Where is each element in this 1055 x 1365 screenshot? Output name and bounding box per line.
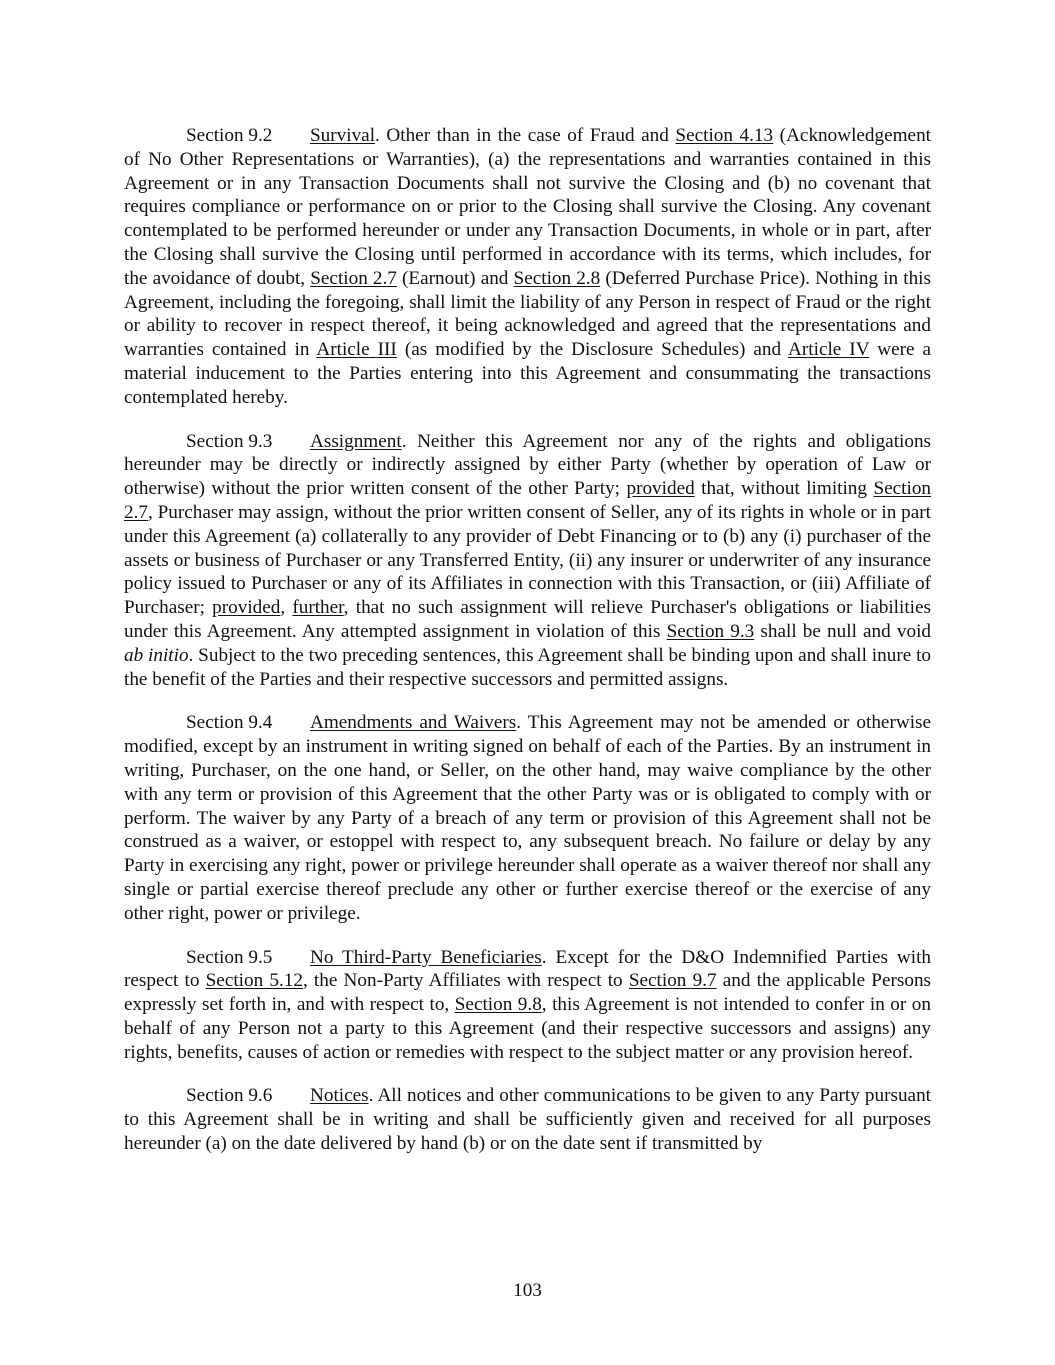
section-text: . Subject to the two preceding sentences, this Agreement shall be binding upon and shall inure to the benefit of the Parties and their respective successors and permitted assigns.: [124, 644, 931, 690]
section-paragraph: Section 9.4 Amendments and Waivers. This Agreement may not be amended or otherwise modified, except by an instrument in writing signed on behalf of each of the Parties. By an instrument in writing, Purchaser, on the one hand, or Seller, on the other hand, may waive compliance by the other with any term or provision of this Agreement that the other Party was or is obligated to comply with or perform. The waiver by any Party of a breach of any term or provision of this Agreement shall not be construed as a waiver, or estoppel with respect to, any subsequent breach. No failure or delay by any Party in exercising any right, power or privilege hereunder shall operate as a waiver thereof nor shall any single or partial exercise thereof preclude any other or further exercise thereof or the exercise of any other right, power or privilege.: [124, 712, 932, 924]
section-paragraph: Section 9.5 No Third-Party Beneficiaries. Except for the D&O Indemnified Parties with respect to Section 5.12, the Non-Party Affiliates with respect to Section 9.7 and the applicable Persons expressly set forth in, and with respect to, Section 9.8, this Agreement is not intended to confer in or on behalf of any Person not a party to this Agreement (and their respective successors and assigns) any rights, benefits, causes of action or remedies with respect to the subject matter or any provision hereof.: [124, 946, 931, 1063]
cross-reference: Section 2.7: [124, 478, 932, 523]
section-paragraph: Section 9.2 Survival. Other than in the case of Fraud and Section 4.13 (Acknowledgement of No Other Representations or Warranties), (a) the representations and warranties contained in this Agreement or in any Transaction Documents shall not survive the Closing and (b) no covenant that requires compliance or performance on or prior to the Closing shall survive the Closing. Any covenant contemplated to be performed hereunder or under any Transaction Documents, in whole or in part, after the Closing shall survive the Closing until performed in accordance with its terms, which includes, for the avoidance of doubt, Section 2.7 (Earnout) and Section 2.8 (Deferred Purchase Price). Nothing in this Agreement, including the foregoing, shall limit the liability of any Person in respect of Fraud or the right or ability to recover in respect thereof, it being acknowledged and agreed that the representations and warranties contained in Article III (as modified by the Disclosure Schedules) and Article IV were a material inducement to the Parties entering into this Agreement and consummating the transactions contemplated hereby.: [124, 125, 932, 408]
section-title: Survival: [310, 125, 376, 146]
section-text: (Acknowledgement of No Other Representations or Warranties), (a) the representations and warranties contained in this Agreement or in any Transaction Documents shall not survive the Closing and (b) no covenant that requires compliance or performance on or prior to the Closing shall survive the Closing. Any covenant contemplated to be performed hereunder or under any Transaction Documents, in whole or in part, after the Closing shall survive the Closing until performed in accordance with its terms, which includes, for the avoidance of doubt,: [124, 125, 932, 289]
cross-reference: further: [292, 597, 344, 619]
section-text: This Agreement may not be amended or otherwise modified, except by an instrument in writing signed on behalf of each of the Parties. By an instrument in writing, Purchaser, on the one hand, or Seller, on the other hand, may waive compliance by the other with any term or provision of this Agreement that the other Party was or is obligated to comply with or perform. The waiver by any Party of a breach of any term or provision of this Agreement shall not be construed as a waiver, or estoppel with respect to, any subsequent breach. No failure or delay by any Party in exercising any right, power or privilege hereunder shall operate as a waiver thereof nor shall any single or partial exercise thereof preclude any other or further exercise thereof or the exercise of any other right, power or privilege.: [124, 712, 932, 924]
cross-reference: Article IV: [788, 339, 870, 361]
cross-reference: Article III: [316, 339, 397, 361]
section-title: No Third-Party Beneficiaries: [310, 946, 542, 968]
cross-reference: provided: [212, 597, 281, 619]
section-text: shall be null and void: [754, 620, 931, 642]
cross-reference: Section 5.12: [205, 970, 303, 992]
section-text: , that no such assignment will relieve Purchaser's obligations or liabilities under this Agreement. Any attempted assignment in violation of this: [124, 597, 931, 642]
section-paragraph: Section 9.3 Assignment. Neither this Agreement nor any of the rights and obligations hereunder may be directly or indirectly assigned by either Party (whether by operation of Law or otherwise) without the prior written consent of the other Party; provided that, without limiting Section 2.7, Purchaser may assign, without the prior written consent of Seller, any of its rights in whole or in part under this Agreement (a) collaterally to any provider of Debt Financing or to (b) any (i) purchaser of the assets or business of Purchaser or any Transferred Entity, (ii) any insurer or underwriter of any insurance policy issued to Purchaser or any of its Affiliates in connection with this Transaction, or (iii) Affiliate of Purchaser; provided, further, that no such assignment will relieve Purchaser's obligations or liabilities under this Agreement. Any attempted assignment in violation of this Section 9.3 shall be null and void ab initio. Subject to the two preceding sentences, this Agreement shall be binding upon and shall inure to the benefit of the Parties and their respective successors and permitted assigns.: [124, 430, 932, 690]
section-text: Except for the D&O Indemnified Parties with respect to: [124, 946, 931, 992]
document-page: [124, 124, 931, 1176]
section-text: All notices and other communications to be given to any Party pursuant to this Agreement shall be in writing and shall be sufficiently given and received for all purposes hereunder (a) on the date delivered by hand (b) or on the date sent if transmitted by: [124, 1085, 931, 1155]
section-text: (Earnout) and: [396, 267, 514, 289]
cross-reference: Section 4.13: [675, 125, 774, 146]
page-number: 103: [513, 1280, 542, 1301]
section-text: Neither this Agreement nor any of the rights and obligations hereunder may be directly or indirectly assigned by either Party (whether by operation of Law or otherwise) without the prior written consent of the other Party;: [124, 430, 932, 500]
section-number: Section 9.3: [186, 430, 273, 452]
cross-reference: Section 2.7: [310, 267, 397, 289]
section-number: Section 9.6: [186, 1085, 273, 1107]
cross-reference: Section 9.7: [628, 970, 717, 992]
cross-reference: Section 9.3: [666, 620, 755, 642]
cross-reference: Section 9.8: [454, 994, 542, 1016]
italic-term: ab initio: [124, 644, 189, 666]
section-text: , Purchaser may assign, without the prior written consent of Seller, any of its rights in whole or in part under this Agreement (a) collaterally to any provider of Debt Financing or to (b) any (i) purchaser of the assets or business of Purchaser or any Transferred Entity, (ii) any insurer or underwriter of any insurance policy issued to Purchaser or any of its Affiliates in connection with this Transaction, or (iii) Affiliate of Purchaser;: [124, 501, 931, 619]
cross-reference: Section 2.8: [513, 267, 601, 289]
section-text: (Deferred Purchase Price). Nothing in this Agreement, including the foregoing, shall limit the liability of any Person in respect of Fraud or the right or ability to recover in respect thereof, it being acknowledged and agreed that the representations and warranties contained in: [124, 267, 931, 361]
section-title: Assignment: [310, 430, 402, 452]
section-text: that, without limiting: [694, 478, 874, 500]
section-text: Other than in the case of Fraud and: [386, 125, 676, 146]
section-text: , the Non-Party Affiliates with respect to: [302, 970, 629, 992]
section-text: ,: [280, 597, 293, 619]
section-number: Section 9.4: [186, 712, 273, 734]
section-number: Section 9.2: [186, 125, 273, 146]
section-text: and the applicable Persons expressly set forth in, and with respect to,: [124, 970, 931, 1016]
section-paragraph: Section 9.6 Notices. All notices and other communications to be given to any Party pursuant to this Agreement shall be in writing and shall be sufficiently given and received for all purposes hereunder (a) on the date delivered by hand (b) or on the date sent if transmitted by: [124, 1085, 931, 1155]
section-text: were a material inducement to the Parties entering into this Agreement and consummating the transactions contemplated hereby.: [124, 339, 932, 408]
section-title: Amendments and Waivers: [310, 712, 517, 734]
section-text: , this Agreement is not intended to confer in or on behalf of any Person not a party to this Agreement (and their respective successors and assigns) any rights, benefits, causes of action or remedies with respect to the subject matter or any provision hereof.: [124, 994, 931, 1063]
section-text: (as modified by the Disclosure Schedules) and: [396, 339, 789, 361]
cross-reference: provided: [626, 478, 695, 500]
section-title: Notices: [310, 1085, 369, 1107]
section-number: Section 9.5: [186, 946, 273, 968]
